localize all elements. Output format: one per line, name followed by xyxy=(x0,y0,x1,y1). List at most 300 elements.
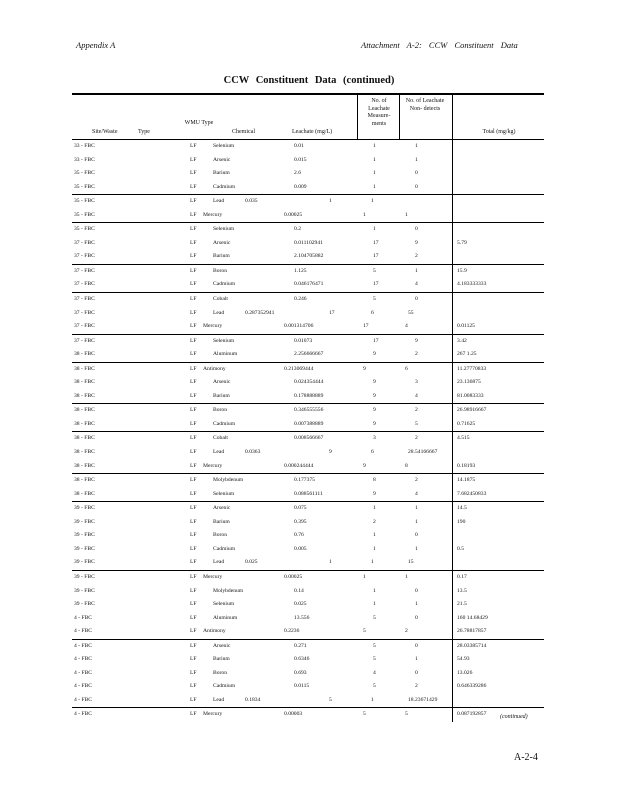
table-row xyxy=(72,707,544,722)
wmu-cell: LF xyxy=(190,573,197,580)
table-row xyxy=(72,154,544,168)
nondetects-cell: 1 xyxy=(415,156,418,163)
site-cell: 4 - FBC xyxy=(74,642,93,649)
measurements-cell: 9 xyxy=(373,490,376,497)
leachate-cell: 0.1834 xyxy=(245,696,261,703)
nondetects-cell: 1 xyxy=(405,573,408,580)
table-row xyxy=(72,278,544,292)
header-appendix: Appendix A xyxy=(76,40,116,50)
measurements-cell: 9 xyxy=(363,365,366,372)
wmu-cell: LF xyxy=(190,183,197,190)
site-cell: 38 - FBC xyxy=(74,407,95,414)
site-cell: 37 - FBC xyxy=(74,281,95,288)
table-row xyxy=(72,209,544,223)
column-divider xyxy=(452,278,453,292)
wmu-cell: LF xyxy=(190,587,197,594)
nondetects-cell: 4 xyxy=(415,281,418,288)
total-cell: 55 xyxy=(408,309,414,316)
header-wmu-type: WMU Type xyxy=(184,120,214,126)
leachate-cell: 0.001314706 xyxy=(284,323,314,330)
leachate-cell: 0.76 xyxy=(294,532,304,539)
table-row xyxy=(72,376,544,390)
column-divider xyxy=(452,598,453,612)
chemical-cell: Barium xyxy=(213,170,230,177)
total-cell: 14.1875 xyxy=(457,477,476,484)
total-cell: 0.5 xyxy=(457,545,464,552)
chemical-cell: Selenium xyxy=(213,143,235,149)
leachate-cell: 0.00025 xyxy=(284,211,303,218)
site-cell: 37 - FBC xyxy=(74,253,95,260)
chemical-cell: Mercury xyxy=(203,711,223,718)
measurements-cell: 1 xyxy=(363,211,366,218)
column-divider xyxy=(452,363,453,377)
site-cell: 4 - FBC xyxy=(74,614,93,621)
chemical-cell: Selenium xyxy=(213,490,235,497)
chemical-cell: Barium xyxy=(213,253,230,260)
chemical-cell: Boron xyxy=(213,407,227,414)
column-divider xyxy=(452,432,453,446)
site-cell: 38 - FBC xyxy=(74,462,95,469)
table-row xyxy=(72,181,544,195)
wmu-cell: LF xyxy=(190,365,197,372)
measurements-cell: 9 xyxy=(329,449,332,456)
nondetects-cell: 8 xyxy=(405,462,408,469)
site-cell: 37 - FBC xyxy=(74,337,95,344)
site-cell: 38 - FBC xyxy=(74,351,95,358)
leachate-cell: 2.104705882 xyxy=(294,253,324,260)
nondetects-cell: 1 xyxy=(371,198,374,205)
leachate-cell: 0.025 xyxy=(294,601,307,608)
chemical-cell: Cadmium xyxy=(213,545,236,552)
site-cell: 39 - FBC xyxy=(74,559,95,566)
table-row xyxy=(72,488,544,502)
column-divider xyxy=(452,502,453,516)
wmu-cell: LF xyxy=(190,477,197,484)
nondetects-cell: 6 xyxy=(371,449,374,456)
leachate-cell: 0.6346 xyxy=(294,656,310,663)
chemical-cell: Mercury xyxy=(203,573,223,580)
column-divider xyxy=(452,404,453,418)
leachate-cell: 0.177375 xyxy=(294,477,315,484)
measurements-cell: 1 xyxy=(373,601,376,608)
measurements-cell: 3 xyxy=(373,435,376,442)
header-measurements: No. of Leachate Measure- ments xyxy=(367,98,391,127)
chemical-cell: Antimony xyxy=(203,365,226,372)
total-cell: 0.18193 xyxy=(457,462,476,469)
site-cell: 37 - FBC xyxy=(74,309,95,316)
site-cell: 35 - FBC xyxy=(74,211,95,218)
table-row xyxy=(72,292,544,307)
wmu-cell: LF xyxy=(190,420,197,427)
column-divider xyxy=(452,640,453,654)
wmu-cell: LF xyxy=(190,683,197,690)
table-row xyxy=(72,446,544,460)
table-row xyxy=(72,598,544,612)
total-cell: 13.026 xyxy=(457,669,473,676)
total-cell: 26.78817857 xyxy=(457,628,487,635)
table-row xyxy=(72,250,544,264)
total-cell: 13.5 xyxy=(457,587,467,594)
header-total: Total (mg/kg) xyxy=(482,129,516,135)
site-cell: 39 - FBC xyxy=(74,518,95,525)
site-cell: 38 - FBC xyxy=(74,420,95,427)
measurements-cell: 9 xyxy=(373,407,376,414)
site-cell: 38 - FBC xyxy=(74,365,95,372)
measurements-cell: 8 xyxy=(373,477,376,484)
wmu-cell: LF xyxy=(190,559,197,566)
leachate-cell: 0.007388889 xyxy=(294,420,324,427)
site-cell: 39 - FBC xyxy=(74,505,95,512)
chemical-cell: Arsenic xyxy=(213,379,231,386)
measurements-cell: 5 xyxy=(363,628,366,635)
nondetects-cell: 2 xyxy=(415,253,418,260)
wmu-cell: LF xyxy=(190,669,197,676)
leachate-cell: 0.00003 xyxy=(284,711,303,718)
site-cell: 38 - FBC xyxy=(74,392,95,399)
total-cell: 0.646339286 xyxy=(457,683,487,690)
wmu-cell: LF xyxy=(190,253,197,260)
column-divider xyxy=(399,95,400,139)
site-cell: 33 - FBC xyxy=(74,143,95,149)
leachate-cell: 0.14 xyxy=(294,587,304,594)
leachate-cell: 0.005 xyxy=(294,545,307,552)
measurements-cell: 1 xyxy=(373,143,376,149)
chemical-cell: Lead xyxy=(213,198,225,205)
leachate-cell: 0.075 xyxy=(294,505,307,512)
leachate-cell: 13.556 xyxy=(294,614,310,621)
wmu-cell: LF xyxy=(190,614,197,621)
nondetects-cell: 0 xyxy=(415,587,418,594)
chemical-cell: Selenium xyxy=(213,337,235,344)
site-cell: 4 - FBC xyxy=(74,669,93,676)
column-divider xyxy=(452,250,453,264)
column-divider xyxy=(452,293,453,307)
column-divider xyxy=(452,209,453,223)
header-chemical: Chemical xyxy=(232,129,255,135)
chemical-cell: Boron xyxy=(213,669,227,676)
total-cell: 23.136875 xyxy=(457,379,481,386)
measurements-cell: 9 xyxy=(373,392,376,399)
chemical-cell: Molybdenum xyxy=(213,587,244,594)
table-row xyxy=(72,667,544,681)
nondetects-cell: 0 xyxy=(415,614,418,621)
table-row xyxy=(72,264,544,279)
site-cell: 39 - FBC xyxy=(74,587,95,594)
nondetects-cell: 2 xyxy=(415,435,418,442)
column-divider xyxy=(452,167,453,181)
measurements-cell: 5 xyxy=(373,267,376,274)
column-divider xyxy=(452,265,453,279)
chemical-cell: Lead xyxy=(213,309,225,316)
measurements-cell: 17 xyxy=(373,337,379,344)
measurements-cell: 9 xyxy=(373,420,376,427)
chemical-cell: Cadmium xyxy=(213,683,236,690)
page-title: CCW Constituent Data (continued) xyxy=(223,75,395,86)
leachate-cell: 0.046176471 xyxy=(294,281,324,288)
column-divider xyxy=(452,625,453,639)
leachate-cell: 0.088561111 xyxy=(294,490,323,497)
table-row xyxy=(72,139,544,154)
measurements-cell: 17 xyxy=(373,239,379,246)
chemical-cell: Antimony xyxy=(203,628,226,635)
nondetects-cell: 1 xyxy=(415,601,418,608)
table-row xyxy=(72,431,544,446)
chemical-cell: Lead xyxy=(213,696,225,703)
wmu-cell: LF xyxy=(190,337,197,344)
leachate-cell: 0.035 xyxy=(245,198,258,205)
chemical-cell: Lead xyxy=(213,449,225,456)
site-cell: 37 - FBC xyxy=(74,267,95,274)
column-divider xyxy=(452,446,453,460)
column-divider xyxy=(452,237,453,251)
column-divider xyxy=(452,708,453,722)
table-row xyxy=(72,501,544,516)
measurements-cell: 2 xyxy=(373,518,376,525)
nondetects-cell: 2 xyxy=(415,351,418,358)
site-cell: 4 - FBC xyxy=(74,683,93,690)
measurements-cell: 1 xyxy=(373,532,376,539)
total-cell: 0.17 xyxy=(457,573,467,580)
wmu-cell: LF xyxy=(190,239,197,246)
site-cell: 39 - FBC xyxy=(74,545,95,552)
measurements-cell: 17 xyxy=(363,323,369,330)
chemical-cell: Arsenic xyxy=(213,156,231,163)
header-attachment: Attachment A-2: CCW Constituent Data xyxy=(361,40,518,50)
nondetects-cell: 5 xyxy=(405,711,408,718)
wmu-cell: LF xyxy=(190,296,197,303)
column-divider xyxy=(452,612,453,626)
wmu-cell: LF xyxy=(190,518,197,525)
leachate-cell: 0.0363 xyxy=(245,449,261,456)
total-cell: 160 14.68429 xyxy=(457,614,488,621)
column-divider xyxy=(452,320,453,334)
site-cell: 35 - FBC xyxy=(74,198,95,205)
site-cell: 38 - FBC xyxy=(74,490,95,497)
nondetects-cell: 1 xyxy=(415,267,418,274)
column-divider xyxy=(452,390,453,404)
measurements-cell: 5 xyxy=(373,683,376,690)
wmu-cell: LF xyxy=(190,281,197,288)
wmu-cell: LF xyxy=(190,143,197,149)
total-cell: 0.71625 xyxy=(457,420,476,427)
column-divider xyxy=(452,223,453,237)
nondetects-cell: 2 xyxy=(415,407,418,414)
data-table xyxy=(72,139,544,722)
total-cell: 15.9 xyxy=(457,267,467,274)
nondetects-cell: 1 xyxy=(371,696,374,703)
total-cell: 0.01125 xyxy=(457,323,475,330)
nondetects-cell: 1 xyxy=(415,505,418,512)
column-divider xyxy=(452,154,453,168)
continued-note: (continued) xyxy=(500,714,528,720)
measurements-cell: 5 xyxy=(373,296,376,303)
total-cell: 5.79 xyxy=(457,239,467,246)
site-cell: 33 - FBC xyxy=(74,156,95,163)
site-cell: 38 - FBC xyxy=(74,435,95,442)
leachate-cell: 0.015 xyxy=(294,156,307,163)
table-header xyxy=(72,93,544,140)
column-divider xyxy=(452,95,453,139)
column-divider xyxy=(452,694,453,708)
table-row xyxy=(72,585,544,599)
chemical-cell: Selenium xyxy=(213,226,235,233)
site-cell: 4 - FBC xyxy=(74,696,93,703)
chemical-cell: Mercury xyxy=(203,211,223,218)
chemical-cell: Mercury xyxy=(203,462,223,469)
wmu-cell: LF xyxy=(190,267,197,274)
wmu-cell: LF xyxy=(190,435,197,442)
wmu-cell: LF xyxy=(190,392,197,399)
leachate-cell: 0.346555556 xyxy=(294,407,324,414)
table-row xyxy=(72,167,544,181)
wmu-cell: LF xyxy=(190,170,197,177)
wmu-cell: LF xyxy=(190,505,197,512)
site-cell: 4 - FBC xyxy=(74,628,93,635)
table-row xyxy=(72,529,544,543)
leachate-cell: 0.213069444 xyxy=(284,365,314,372)
column-divider xyxy=(452,585,453,599)
wmu-cell: LF xyxy=(190,656,197,663)
table-row xyxy=(72,653,544,667)
leachate-cell: 0.178888889 xyxy=(294,392,324,399)
wmu-cell: LF xyxy=(190,309,197,316)
total-cell: 21.5 xyxy=(457,601,467,608)
nondetects-cell: 1 xyxy=(415,143,418,149)
site-cell: 37 - FBC xyxy=(74,323,95,330)
chemical-cell: Boron xyxy=(213,267,227,274)
leachate-cell: 0.01073 xyxy=(294,337,313,344)
site-cell: 38 - FBC xyxy=(74,477,95,484)
column-divider xyxy=(452,488,453,502)
total-cell: 26.98916667 xyxy=(457,407,487,414)
total-cell: 4.183333333 xyxy=(457,281,487,288)
chemical-cell: Cobalt xyxy=(213,296,228,303)
nondetects-cell: 6 xyxy=(405,365,408,372)
nondetects-cell: 0 xyxy=(415,170,418,177)
table-row xyxy=(72,680,544,694)
site-cell: 37 - FBC xyxy=(74,296,95,303)
header-nondetects: No. of Leachate Non- detects xyxy=(405,98,445,112)
column-divider xyxy=(452,348,453,362)
column-divider xyxy=(452,556,453,570)
leachate-cell: 2.6 xyxy=(294,170,301,177)
total-cell: 190 xyxy=(457,518,466,525)
measurements-cell: 1 xyxy=(373,170,376,177)
wmu-cell: LF xyxy=(190,449,197,456)
chemical-cell: Barium xyxy=(213,392,230,399)
chemical-cell: Cadmium xyxy=(213,420,236,427)
chemical-cell: Cobalt xyxy=(213,435,228,442)
table-row xyxy=(72,473,544,488)
wmu-cell: LF xyxy=(190,156,197,163)
column-divider xyxy=(452,529,453,543)
nondetects-cell: 0 xyxy=(415,183,418,190)
table-row xyxy=(72,194,544,209)
nondetects-cell: 0 xyxy=(415,642,418,649)
table-row xyxy=(72,570,544,585)
measurements-cell: 1 xyxy=(373,156,376,163)
leachate-cell: 0.01 xyxy=(294,143,304,149)
measurements-cell: 5 xyxy=(329,696,332,703)
leachate-cell: 0.025 xyxy=(245,559,258,566)
column-divider xyxy=(357,95,358,139)
measurements-cell: 4 xyxy=(373,669,376,676)
wmu-cell: LF xyxy=(190,211,197,218)
site-cell: 37 - FBC xyxy=(74,239,95,246)
header-leachate: Leachate (mg/L) xyxy=(292,129,333,135)
column-divider xyxy=(452,516,453,530)
chemical-cell: Barium xyxy=(213,656,230,663)
chemical-cell: Barium xyxy=(213,518,230,525)
wmu-cell: LF xyxy=(190,628,197,635)
nondetects-cell: 9 xyxy=(415,337,418,344)
leachate-cell: 0.011102941 xyxy=(294,239,323,246)
wmu-cell: LF xyxy=(190,532,197,539)
wmu-cell: LF xyxy=(190,711,197,718)
chemical-cell: Cadmium xyxy=(213,281,236,288)
measurements-cell: 1 xyxy=(363,573,366,580)
table-row xyxy=(72,694,544,708)
nondetects-cell: 1 xyxy=(415,656,418,663)
table-row xyxy=(72,639,544,654)
column-divider xyxy=(452,140,453,154)
nondetects-cell: 2 xyxy=(415,477,418,484)
table-row xyxy=(72,390,544,404)
measurements-cell: 1 xyxy=(373,183,376,190)
wmu-cell: LF xyxy=(190,323,197,330)
wmu-cell: LF xyxy=(190,379,197,386)
measurements-cell: 9 xyxy=(363,462,366,469)
nondetects-cell: 4 xyxy=(415,392,418,399)
table-row xyxy=(72,348,544,362)
column-divider xyxy=(452,474,453,488)
leachate-cell: 0.246 xyxy=(294,296,307,303)
chemical-cell: Cadmium xyxy=(213,183,236,190)
total-cell: 81.0083333 xyxy=(457,392,484,399)
table-row xyxy=(72,222,544,237)
measurements-cell: 1 xyxy=(329,559,332,566)
site-cell: 4 - FBC xyxy=(74,711,93,718)
column-divider xyxy=(452,376,453,390)
column-divider xyxy=(452,335,453,349)
column-divider xyxy=(452,667,453,681)
leachate-cell: 2.256666667 xyxy=(294,351,324,358)
measurements-cell: 1 xyxy=(373,587,376,594)
chemical-cell: Arsenic xyxy=(213,642,231,649)
nondetects-cell: 0 xyxy=(415,296,418,303)
nondetects-cell: 1 xyxy=(415,545,418,552)
site-cell: 35 - FBC xyxy=(74,226,95,233)
leachate-cell: 0.00025 xyxy=(284,573,303,580)
leachate-cell: 0.0115 xyxy=(294,683,310,690)
table-row xyxy=(72,307,544,321)
site-cell: 38 - FBC xyxy=(74,379,95,386)
measurements-cell: 9 xyxy=(373,379,376,386)
chemical-cell: Lead xyxy=(213,559,225,566)
measurements-cell: 9 xyxy=(373,351,376,358)
measurements-cell: 5 xyxy=(363,711,366,718)
nondetects-cell: 4 xyxy=(405,323,408,330)
table-row xyxy=(72,320,544,334)
nondetects-cell: 0 xyxy=(415,532,418,539)
table-row xyxy=(72,460,544,474)
chemical-cell: Aluminum xyxy=(213,614,238,621)
table-row xyxy=(72,612,544,626)
nondetects-cell: 3 xyxy=(415,379,418,386)
chemical-cell: Aluminum xyxy=(213,351,238,358)
header-site: Site/Waste xyxy=(92,129,118,135)
table-row xyxy=(72,543,544,557)
